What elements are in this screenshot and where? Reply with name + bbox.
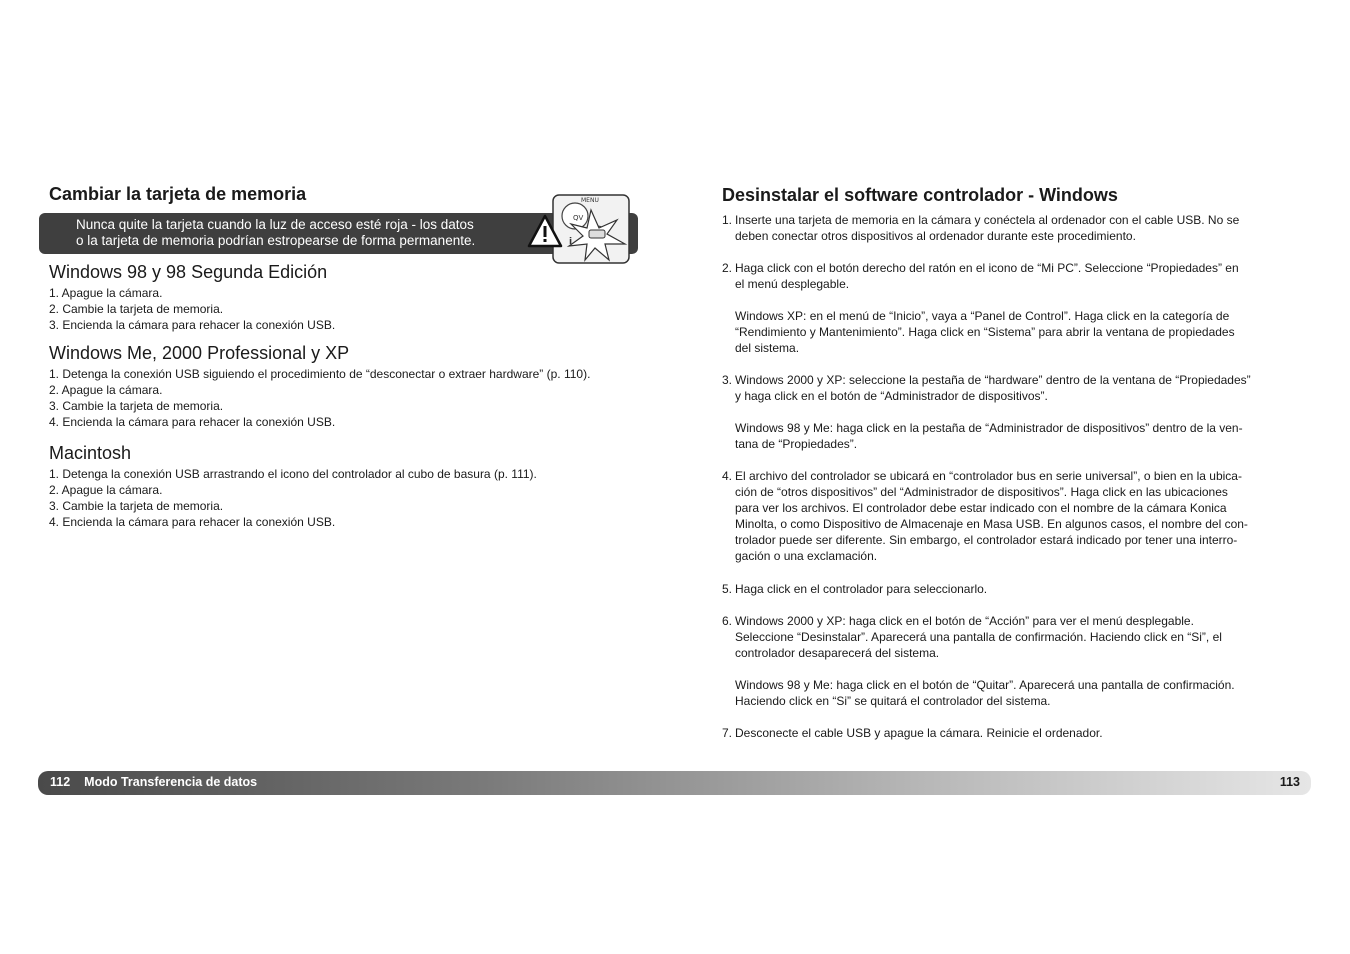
win98-steps: [49, 285, 335, 333]
step-line: controlador desaparecerá del sistema.: [735, 646, 940, 660]
step-7: [722, 725, 1302, 741]
list-item: 2. Apague la cámara.: [49, 383, 163, 397]
step-number: 3.: [722, 373, 733, 387]
qv-label: QV: [573, 214, 584, 222]
step-line: trolador puede ser diferente. Sin embargo, el controlador estará indicado por tener una interro-: [735, 533, 1238, 547]
step-line: Haga click en el controlador para seleccionarlo.: [735, 582, 988, 596]
step-number: 2.: [722, 261, 733, 275]
step-line: para ver los archivos. El controlador debe estar indicado con el nombre de la cámara Konica: [735, 501, 1227, 515]
step-line: y haga click en el botón de “Administrador de dispositivos”.: [735, 389, 1048, 403]
left-page-number: 112: [50, 775, 71, 789]
step-line: gación o una exclamación.: [735, 549, 878, 563]
step-2-xp-note: [735, 308, 1302, 356]
step-line: Windows 2000 y XP: seleccione la pestaña de “hardware” dentro de la ventana de “Propiedades”: [735, 373, 1251, 387]
list-item: 2. Cambie la tarjeta de memoria.: [49, 302, 224, 316]
mac-steps: [49, 466, 537, 530]
list-item: 3. Encienda la cámara para rehacer la conexión USB.: [49, 318, 336, 332]
step-number: 4.: [722, 469, 733, 483]
list-item: 1. Apague la cámara.: [49, 286, 163, 300]
step-line: deben conectar otros dispositivos al ordenador durante este procedimiento.: [735, 229, 1136, 243]
step-6: [722, 613, 1302, 661]
step-line: ción de “otros dispositivos” del “Administrador de dispositivos”. Haga click en las ubicaciones: [735, 485, 1228, 499]
info-label: i: [569, 237, 573, 247]
step-number: 5.: [722, 582, 733, 596]
chapter-label: Modo Transferencia de datos: [84, 775, 258, 789]
footer-left: [50, 775, 271, 789]
section-title-mac: Macintosh: [49, 443, 132, 463]
step-line: Windows 2000 y XP: haga click en el botón de “Acción” para ver el menú desplegable.: [735, 614, 1194, 628]
step-number: 7.: [722, 726, 733, 740]
step-line: del sistema.: [735, 341, 800, 355]
step-3-98-note: [735, 420, 1302, 452]
list-item: 1. Detenga la conexión USB arrastrando el icono del controlador al cubo de basura (p. 111).: [49, 467, 537, 481]
step-line: Seleccione “Desinstalar”. Aparecerá una pantalla de confirmación. Haciendo click en “Si”, el: [735, 630, 1222, 644]
step-line: “Rendimiento y Mantenimiento”. Haga click en “Sistema” para abrir la ventana de propiedades: [735, 325, 1235, 339]
section-title-uninstall: Desinstalar el software controlador - Windows: [722, 185, 1118, 205]
step-number: 1.: [722, 213, 733, 227]
step-3: [722, 372, 1302, 404]
step-line: El archivo del controlador se ubicará en “controlador bus en serie universal”, o bien en la ubica-: [735, 469, 1242, 483]
right-page-number: 113: [1279, 775, 1300, 789]
step-line: Haga click con el botón derecho del ratón en el icono de “Mi PC”. Seleccione “Propiedades” en: [735, 261, 1239, 275]
page-footer-bar: [38, 771, 1311, 795]
list-item: 3. Cambie la tarjeta de memoria.: [49, 499, 224, 513]
step-line: el menú desplegable.: [735, 277, 850, 291]
warning-text: [76, 217, 475, 249]
list-item: 4. Encienda la cámara para rehacer la conexión USB.: [49, 415, 336, 429]
step-line: Windows XP: en el menú de “Inicio”, vaya a “Panel de Control”. Haga click en la categoría de: [735, 309, 1230, 323]
section-title-win98: Windows 98 y 98 Segunda Edición: [49, 262, 328, 282]
step-line: tana de “Propiedades”.: [735, 437, 858, 451]
warning-line-2: o la tarjeta de memoria podrían estropearse de forma permanente.: [76, 233, 476, 248]
step-line: Desconecte el cable USB y apague la cámara. Reinicie el ordenador.: [735, 726, 1103, 740]
section-title-winme: Windows Me, 2000 Professional y XP: [49, 343, 350, 363]
step-1: [722, 212, 1302, 244]
section-title-change-card: Cambiar la tarjeta de memoria: [49, 184, 307, 204]
step-line: Haciendo click en “Si” se quitará el controlador del sistema.: [735, 694, 1051, 708]
step-line: Inserte una tarjeta de memoria en la cámara y conéctela al ordenador con el cable USB. No se: [735, 213, 1240, 227]
step-line: Windows 98 y Me: haga click en la pestaña de “Administrador de dispositivos” dentro de la ven-: [735, 421, 1243, 435]
step-number: 6.: [722, 614, 733, 628]
step-line: Windows 98 y Me: haga click en el botón de “Quitar”. Aparecerá una pantalla de confirmación.: [735, 678, 1235, 692]
camera-warning-icon: [527, 194, 631, 264]
list-item: 3. Cambie la tarjeta de memoria.: [49, 399, 224, 413]
step-line: Minolta, o como Dispositivo de Almacenaje en Masa USB. En algunos casos, el nombre del con-: [735, 517, 1248, 531]
warning-line-1: Nunca quite la tarjeta cuando la luz de acceso esté roja - los datos: [76, 217, 474, 232]
list-item: 2. Apague la cámara.: [49, 483, 163, 497]
list-item: 4. Encienda la cámara para rehacer la conexión USB.: [49, 515, 336, 529]
step-5: [722, 581, 1302, 597]
step-2: [722, 260, 1302, 292]
list-item: 1. Detenga la conexión USB siguiendo el procedimiento de “desconectar o extraer hardware” (p. 110).: [49, 367, 591, 381]
winme-steps: [49, 366, 590, 430]
menu-label: MENU: [581, 197, 599, 204]
step-4: [722, 468, 1302, 564]
step-6-98-note: [735, 677, 1302, 709]
